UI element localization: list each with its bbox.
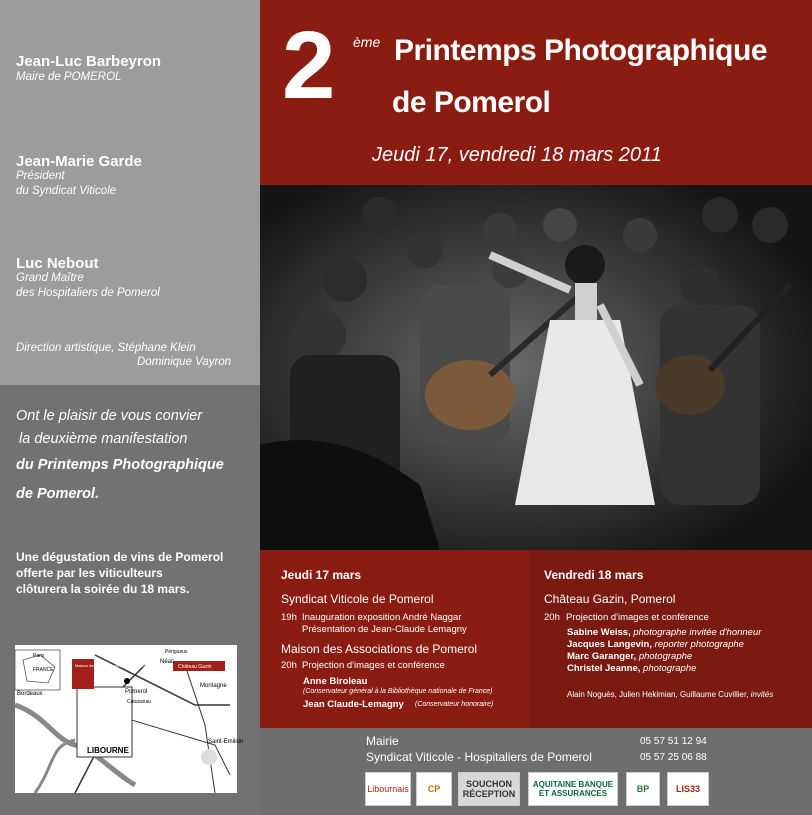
host-role: Président <box>16 170 65 182</box>
speaker-role: (Conservateur honoraire) <box>415 701 494 708</box>
event-dates: Jeudi 17, vendredi 18 mars 2011 <box>372 144 662 166</box>
host-role: des Hospitaliers de Pomerol <box>16 287 160 299</box>
friday-time: 20h <box>544 612 560 623</box>
thursday-time2: 20h <box>281 660 297 671</box>
contact-phone: 05 57 51 12 94 <box>640 736 707 747</box>
map-label-maison: Maison des Associations Syndicat Viticole <box>75 663 150 668</box>
direction-line1: Direction artistique, Stéphane Klein <box>16 342 196 354</box>
page-title-line1: Printemps Photographique <box>394 34 768 67</box>
map-label-saint-emilion: Saint-Emilion <box>208 739 244 745</box>
map-label-perigueux: Périgueux <box>165 649 188 655</box>
edition-superscript: ème <box>353 34 381 50</box>
map-label-neac: Néac <box>160 659 175 665</box>
host-name: Jean-Luc Barbeyron <box>16 53 162 70</box>
contact-phone: 05 57 25 06 88 <box>640 752 707 763</box>
thursday-venue1: Syndicat Viticole de Pomerol <box>281 592 434 606</box>
friday-person <box>567 639 744 651</box>
thursday-event2: Projection d'images et conférence <box>302 660 445 671</box>
invitation-line4: de Pomerol. <box>16 486 99 502</box>
logo-bp: BP <box>626 772 660 806</box>
thursday-event1a: Inauguration exposition André Naggar <box>302 612 462 623</box>
map-label-libourne: LIBOURNE <box>87 746 129 755</box>
map-label-chateau: Château Gazin <box>178 664 212 670</box>
tasting-line3: clôturera la soirée du 18 mars. <box>16 582 190 596</box>
map-label-pomerol: Pomerol <box>125 689 148 695</box>
friday-person <box>567 651 692 663</box>
guests-suffix: invités <box>750 690 774 699</box>
page-title-line2: de Pomerol <box>392 86 551 119</box>
speaker-name: Anne Biroleau <box>303 676 368 687</box>
tasting-line2: offerte par les viticulteurs <box>16 566 163 580</box>
photo-illustration <box>260 185 812 550</box>
direction-line2: Dominique Vayron <box>137 356 232 368</box>
friday-heading: Vendredi 18 mars <box>544 568 644 582</box>
person-name: Marc Garanger, <box>567 651 637 662</box>
map-label-bordeaux: Bordeaux <box>17 691 43 697</box>
contact-label: Mairie <box>366 734 399 748</box>
location-map <box>15 645 244 793</box>
person-role: photographe invitée d'honneur <box>633 627 762 638</box>
host-role: Maire de POMEROL <box>16 71 122 83</box>
map-label-paris: Paris <box>33 653 45 659</box>
friday-venue: Château Gazin, Pomerol <box>544 592 676 606</box>
map-label-catusseau: Catusseau <box>127 699 151 705</box>
contact-label: Syndicat Viticole - Hospitaliers de Pomerol <box>366 750 592 764</box>
logo-libournais: Libournais <box>365 772 411 806</box>
logo-aquitaine: AQUITAINE BANQUE ET ASSURANCES <box>528 772 618 806</box>
edition-number: 2 <box>282 12 334 119</box>
map-label-france: FRANCE <box>33 667 54 673</box>
speaker-name: Jean Claude-Lemagny <box>303 699 404 710</box>
tasting-line1: Une dégustation de vins de Pomerol <box>16 550 224 564</box>
invitation-line1: Ont le plaisir de vous convier <box>16 408 203 424</box>
person-name: Jacques Langevin, <box>567 639 653 650</box>
logo-cp: CP <box>416 772 452 806</box>
featured-photo <box>260 185 812 550</box>
host-name: Luc Nebout <box>16 255 99 272</box>
map-drawing <box>15 645 244 793</box>
thursday-venue2: Maison des Associations de Pomerol <box>281 642 478 656</box>
person-role: photographe <box>643 663 697 674</box>
guests-list: Alain Noguès, Julien Hekimian, Guillaume Cuvillier, <box>567 690 749 699</box>
thursday-event1b: Présentation de Jean-Claude Lemagny <box>302 624 467 635</box>
logo-lis33: LIS33 <box>667 772 709 806</box>
person-role: reporter photographe <box>654 639 744 650</box>
map-label-montagne: Montagne <box>200 683 227 689</box>
host-role: du Syndicat Viticole <box>16 185 117 197</box>
person-role: photographe <box>638 651 693 662</box>
speaker-role: (Conservateur général à la Bibliothèque nationale de France) <box>303 688 493 695</box>
logo-souchon: SOUCHON RÉCEPTION <box>458 772 520 806</box>
invitation-line2: la deuxième manifestation <box>19 431 188 447</box>
friday-person <box>567 627 761 639</box>
host-role: Grand Maître <box>16 272 84 284</box>
friday-person <box>567 663 696 675</box>
person-name: Christel Jeanne, <box>567 663 641 674</box>
friday-event: Projection d'images et conférence <box>566 612 709 623</box>
person-name: Sabine Weiss, <box>567 627 631 638</box>
thursday-time1: 19h <box>281 612 297 623</box>
thursday-heading: Jeudi 17 mars <box>281 568 362 582</box>
invitation-line3: du Printemps Photographique <box>16 457 224 473</box>
friday-guests <box>567 690 773 699</box>
host-name: Jean-Marie Garde <box>16 153 142 170</box>
